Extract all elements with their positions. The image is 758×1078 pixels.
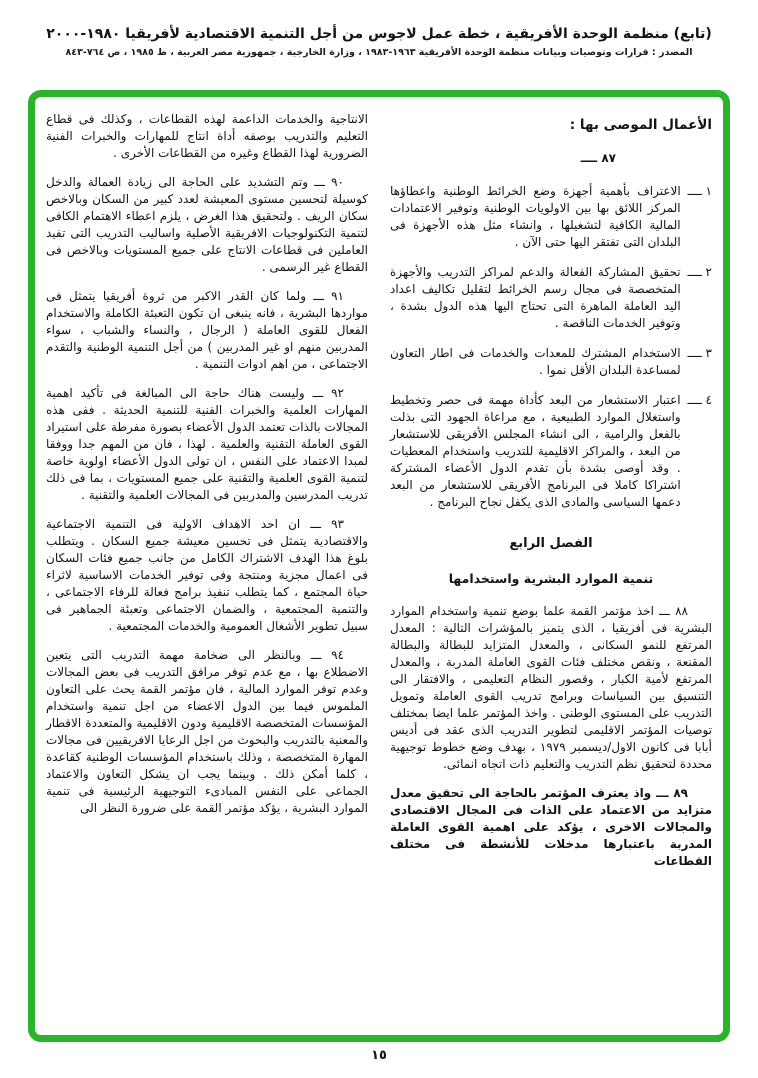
item-87: ٨٧ ــــ [580, 151, 616, 165]
paragraph-number: ٩١ ـــ [313, 289, 344, 303]
paragraph-94 [46, 647, 368, 817]
paragraph-90 [46, 174, 368, 276]
paragraph-number: ٨٩ ـــ [656, 786, 688, 800]
chapter-heading: الفصل الرابع [509, 536, 593, 551]
paragraph-number: ٩٣ ـــ [310, 517, 344, 531]
content-border-box [28, 90, 730, 1042]
paragraph-91 [46, 288, 368, 373]
paragraph-text: وليست هناك حاجة الى المبالغة فى تأكيد اهمية المهارات العلمية والخبرات الفنية للتنمية الحديثة . ففى هذه المجالات بالذات تعتمد الدول الأعضاء بصورة مفرطة على استيراد القوى العاملة التقنية والعلمية . لهذا ، فان من المهم جدا ووفقا لمبدا الاعتماد على النفس ، ان تولى الدول الأعضاء اولوية خاصة لتنمية القوى العلمية والتقنية على جميع المستويات ، بما فى ذلك تدريب المدرسين والمدربين فى المجالات العلمية والتقنية . [46, 386, 368, 502]
item-text: تحقيق المشاركة الفعالة والدعم لمراكز التدريب والأجهزة المتخصصة فى مجال رسم الخرائط لتقليل تكاليف اعداد اليد العاملة الماهرة التى تحتاج اليها هذه الدول بشدة ، وتوفير الخدمات الناقصة . [390, 265, 681, 330]
recommendation-item-2 [390, 264, 712, 332]
paragraph-text: ولما كان القدر الاكبر من ثروة أفريقيا يتمثل فى مواردها البشرية ، فانه ينبغى ان تكون التعبئة الكاملة والاستخدام الفعال للقوى العاملة ( الرجال ، والنساء والشباب ، سواء المدربين منهم او غير المدربين ) من أجل التنمية الوطنية والتقدم الاجتماعى ، من اهم ادوات التنمية . [46, 289, 368, 371]
paragraph-93 [46, 516, 368, 635]
recommendation-item-1 [390, 183, 712, 251]
page-header [0, 0, 758, 58]
continuation-paragraph: الانتاجية والخدمات الداعمة لهذه القطاعات ، وكذلك فى قطاع التعليم والتدريب بوصفه أداة انتاج للمهارات والخبرات الفنية الضرورية لهذا القطاع وغيره من القطاعات الأخرى . [46, 112, 368, 160]
recommendation-item-4 [390, 392, 712, 511]
paragraph-number: ٩٢ ـــ [312, 386, 344, 400]
document-title: (تابع) منظمة الوحدة الأفريقية ، خطة عمل لاجوس من أجل التنمية الاقتصادية لأفريقيا ١٩٨٠-٢٠٠٠ [46, 26, 712, 42]
right-column [390, 111, 712, 882]
item-number: ٤ ــــ [687, 393, 712, 407]
left-column [46, 111, 368, 882]
two-column-layout [35, 97, 723, 882]
paragraph-number: ٩٤ ـــ [310, 648, 344, 662]
paragraph-number: ٩٠ ـــ [314, 175, 344, 189]
document-source: المصدر : قرارات وتوصيات وبيانات منظمة الوحدة الأفريقية ١٩٦٣-١٩٨٣ ، وزارة الخارجية ، جمهورية مصر العربية ، ط ١٩٨٥ ، ص ٧٦٤-٨٤٣ [65, 47, 693, 58]
chapter-subheading: تنمية الموارد البشرية واستخدامها [448, 571, 654, 586]
paragraph-text: وتم التشديد على الحاجة الى زيادة العمالة والدخل كوسيلة لتحسين مستوى المعيشة لعدد كبير من السكان وبالاخص سكان الريف . ولتحقيق هذا الغرض ، يلزم اعطاء الاهتمام الكافى لتنمية التكنولوجيات الافريقية الأصلية واساليب التدريب التى تفيد العاملين فى قطاعات الانتاج على جميع المستويات وبالاخص فى القطاع غير الرسمى . [46, 175, 368, 274]
item-text: اعتبار الاستشعار من البعد كأداة مهمة فى حصر وتخطيط واستغلال الموارد الطبيعية ، مع مراعاة الجهود التى بذلت بالفعل والرامية ، الى انشاء المجلس الأفريقى للاستشعار من البعد ، والمراكز الاقليمية للتدريب واستخدام المعطيات . وقد أوصى بشدة بأن تقدم الدول الأعضاء المشتركة اشتراكا كاملا فى البرنامج الأفريقى للاستشعار من البعد دعمها السياسى والمادى الذى يكفل نجاح البرنامج . [390, 393, 681, 509]
paragraph-text: وبالنظر الى ضخامة مهمة التدريب التى يتعين الاضطلاع بها ، مع عدم توفر مرافق التدريب فى بعض المجالات وعدم توفر الموارد المالية ، فان مؤتمر القمة يحث على التعاون الملموس فيما بين الدول الاعضاء من اجل تنمية واستخدام المؤسسات المتخصصة الاقليمية ودون الاقليمية والمتعددة الاقطار والمعنية بالتدريب والبحوث من اجل الرعايا الافريقيين فى مجالات المهارة المتخصصة ، وذلك باستخدام المؤسسات الوطنية كقاعدة ، كلما أمكن ذلك . وبينما يجب ان يشكل التعاون والاعتماد الجماعى على النفس المبادىء التوجيهية الرئيسية فى تنمية الموارد البشرية ، يؤكد مؤتمر القمة على ضرورة النظر الى [46, 648, 368, 815]
item-text: الاستخدام المشترك للمعدات والخدمات فى اطار التعاون لمساعدة البلدان الأقل نموا . [390, 346, 681, 377]
section-heading: الأعمال الموصى بها : [569, 117, 712, 133]
item-text: الاعتراف بأهمية أجهزة وضع الخرائط الوطنية واعطاؤها المركز اللائق بها بين الاولويات الوطنية وتوفير الاعتمادات المالية الكافية لتشغيلها ، وانشاء مثل هذه الأجهزة فى البلدان التى تفتقر اليها حتى الآن . [390, 184, 681, 249]
paragraph-89 [390, 785, 712, 870]
paragraph-88 [390, 603, 712, 773]
page-number: ١٥ [371, 1048, 387, 1063]
item-number: ٣ ــــ [687, 346, 712, 360]
item-number: ١ ــــ [687, 184, 712, 198]
paragraph-number: ٨٨ ـــ [659, 604, 688, 618]
paragraph-text: واذ يعترف المؤتمر بالحاجة الى تحقيق معدل متزايد من الاعتماد على الذات فى المجال الاقتصادى والمجالات الاخرى ، يؤكد على اهمية القوى العاملة المدربة باعتبارها مدخلات للأنشطة فى مختلف القطاعات [390, 786, 712, 868]
paragraph-text: اخذ مؤتمر القمة علما بوضع تنمية واستخدام الموارد البشرية فى أفريقيا ، الذى يتميز بالمؤشرات التالية : المعدل المرتفع للنمو السكانى ، والمعدل المتزايد للبطالة والبطالة المقنعة ، ونقص مختلف فئات القوى العاملة المدربة ، والمعدل المرتفع لأمية الكبار ، وقصور النظام التعليمى ، والافتقار الى التنسيق بين السياسات وبرامج تدريب القوى العاملة وتمويل التدريب على المستوى الوطنى . واخذ المؤتمر علما ايضا بمختلف توصيات المؤتمر الاقليمى لتطوير التدريب الذى عقد فى أديس أبابا فى كانون الاول/ديسمبر ١٩٧٩ ، بهدف وضع خطوط توجيهية محددة لتحقيق نظم التدريب والتعليم ذات اتجاه انمائى. [390, 604, 712, 771]
paragraph-text: ان احد الاهداف الاولية فى التنمية الاجتماعية والاقتصادية يتمثل فى تحسين معيشة جميع السكان . ويتطلب بلوغ هذا الهدف الاشتراك الكامل من جانب جميع فئات السكان فى اعمال مجزية ومنتجة وفى توفير الخدمات الاساسية لاثراء حياة المجتمع ، كما يتطلب تنفيذ برامج فعالة للرفاء الاجتماعى ، والتنمية المجتمعية ، والضمان الاجتماعى وتعبئة الجماهير فى سبيل تطوير الأشغال العمومية والخدمات المجتمعية . [46, 517, 368, 633]
paragraph-92 [46, 385, 368, 504]
item-number: ٢ ــــ [687, 265, 712, 279]
recommendation-item-3 [390, 345, 712, 379]
